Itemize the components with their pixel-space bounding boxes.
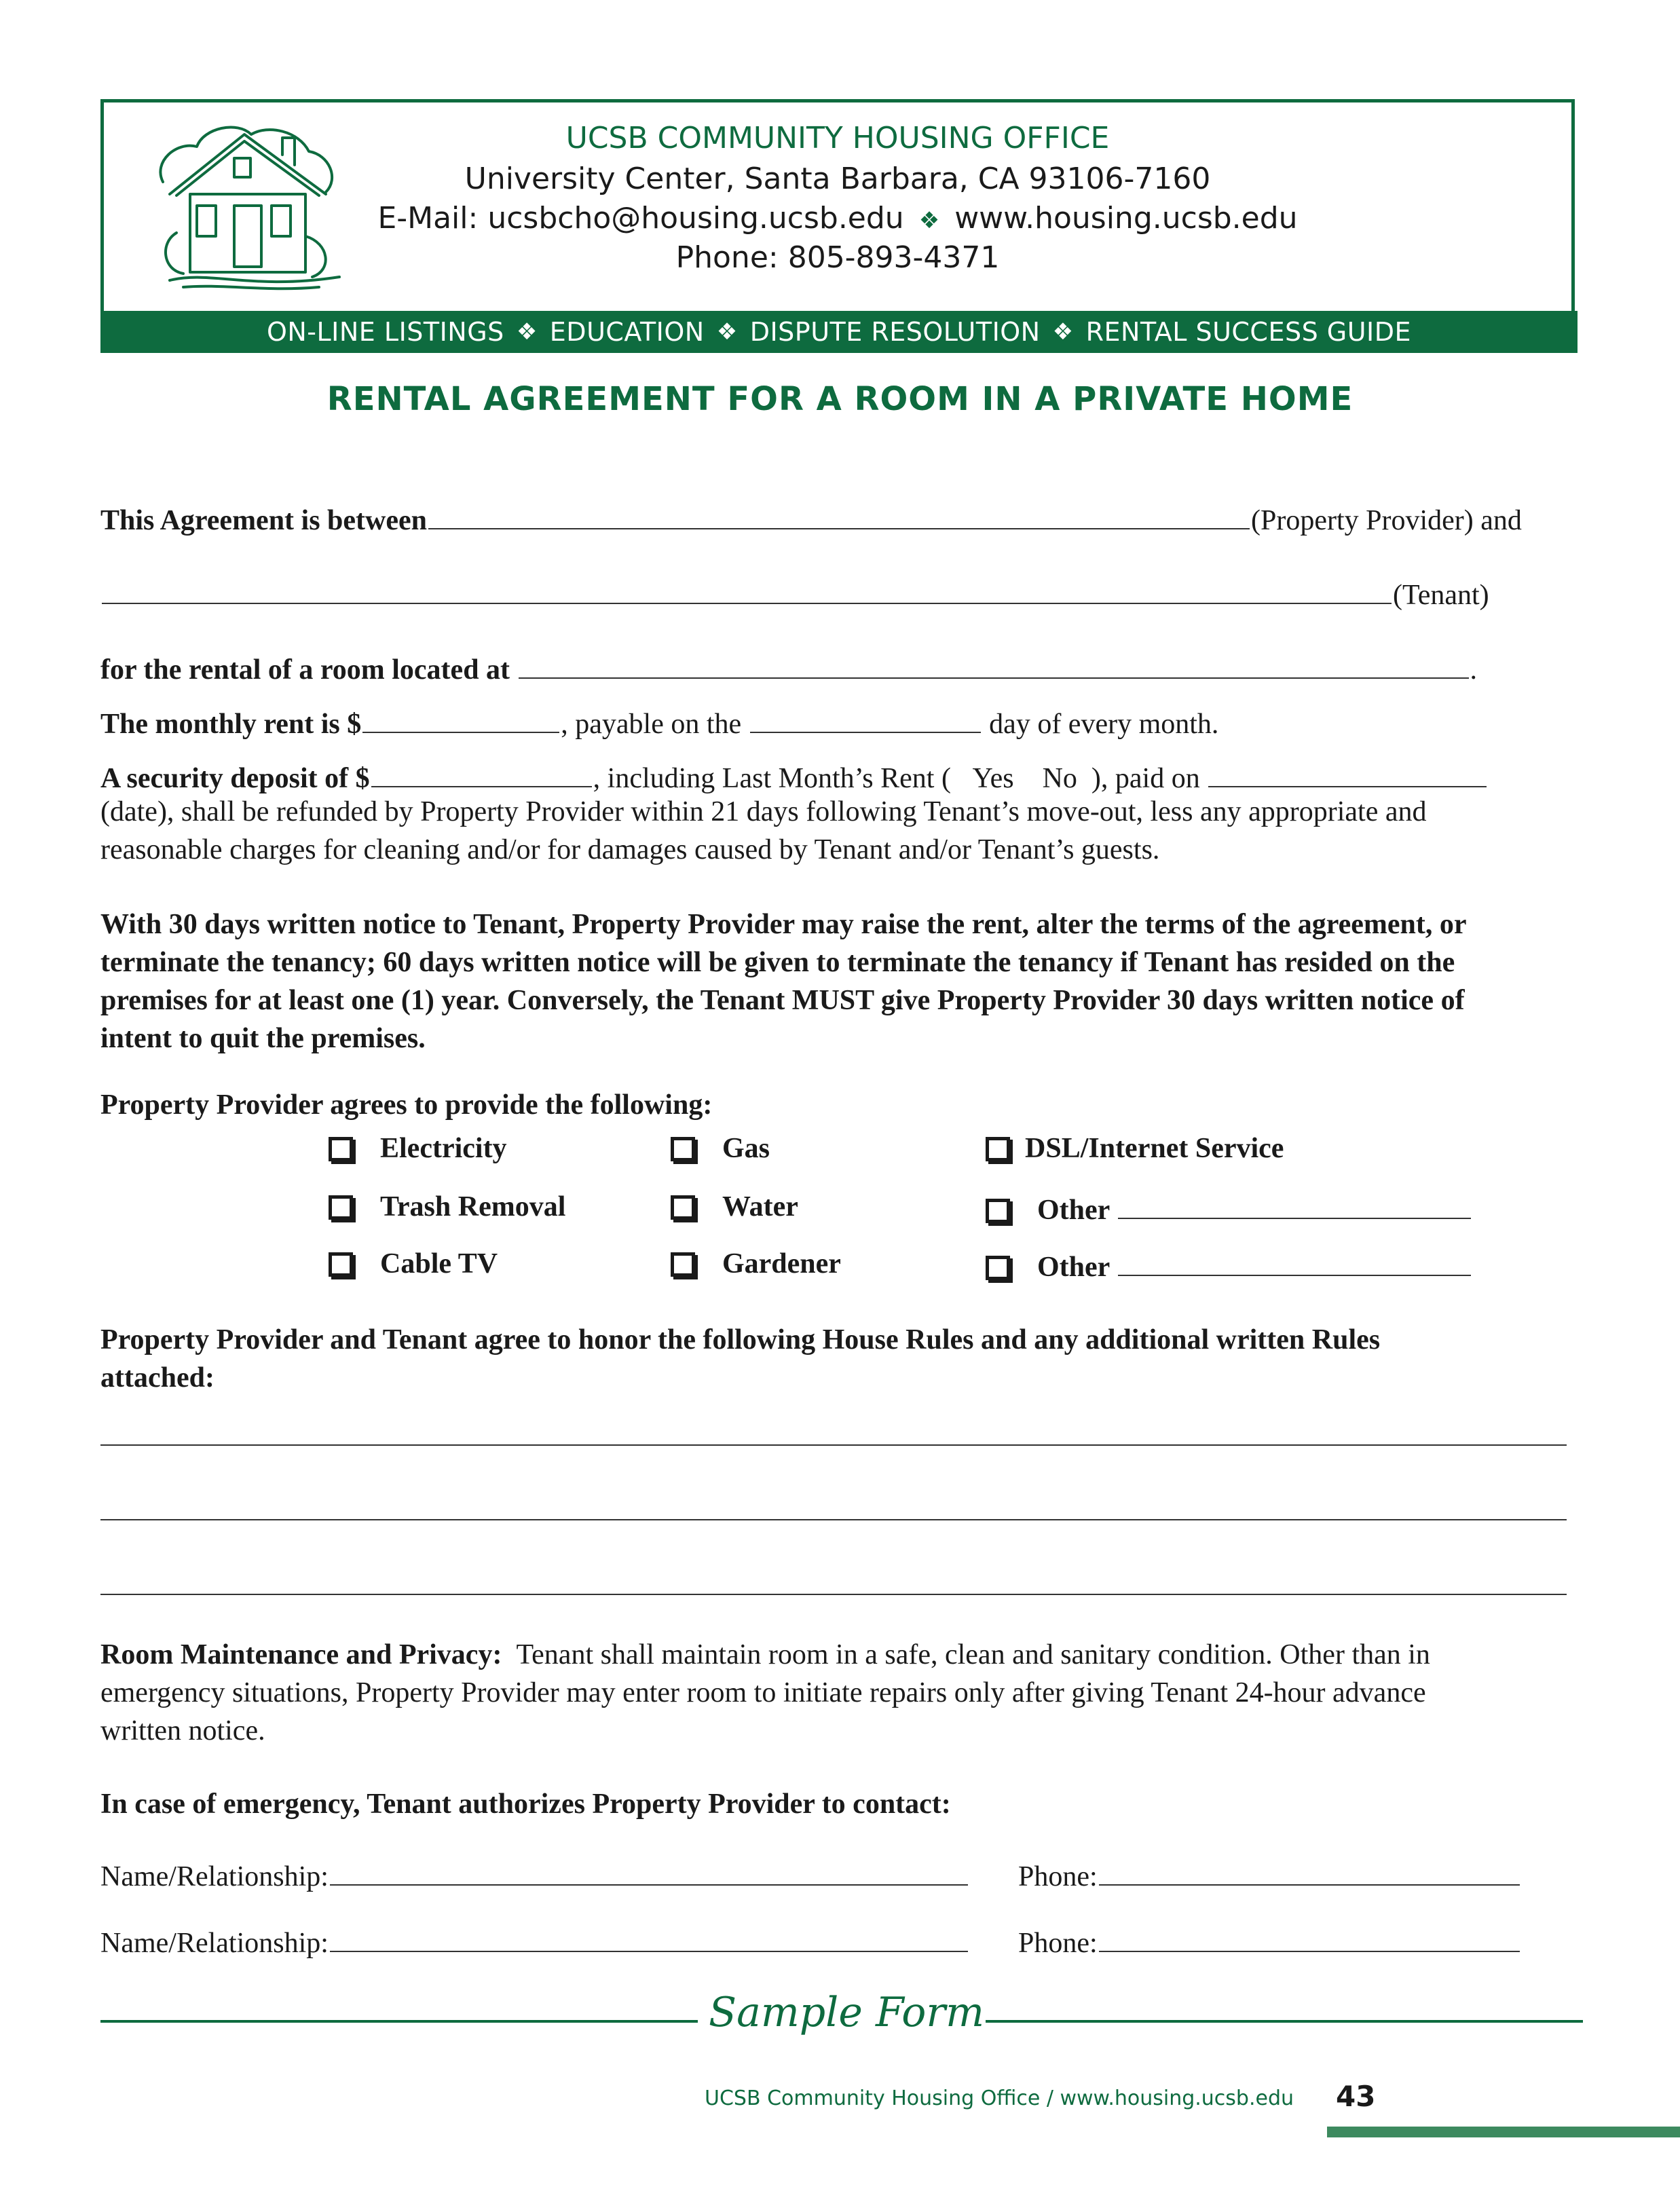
emergency-contact-2 <box>100 1924 969 1960</box>
notice-line-4: intent to quit the premises. <box>100 1023 426 1054</box>
org-address: University Center, Santa Barbara, CA 93106-7160 <box>464 162 1211 196</box>
emergency-phone-2 <box>1018 1924 1521 1960</box>
tenant-line <box>100 576 1489 612</box>
maintenance-text-1: Tenant shall maintain room in a safe, clean and sanitary condition. Other than in <box>516 1639 1430 1670</box>
rent-day-field[interactable] <box>750 705 981 733</box>
deposit-line-2: (date), shall be refunded by Property Provider within 21 days following Tenant’s move-out, less any appropriate and <box>100 796 1427 827</box>
checkbox-label: Gardener <box>722 1248 841 1279</box>
page-number: 43 <box>1336 2080 1376 2113</box>
room-line <box>100 650 1477 686</box>
checkbox-icon[interactable] <box>329 1252 353 1277</box>
emergency-contact-1 <box>100 1857 969 1893</box>
service-guide: RENTAL SUCCESS GUIDE <box>1085 317 1412 347</box>
footer-office: UCSB Community Housing Office / www.housing.ucsb.edu <box>705 2087 1294 2110</box>
room-address-field[interactable] <box>519 650 1469 679</box>
footer-rule-left <box>100 2020 698 2023</box>
rules-field-1[interactable] <box>100 1444 1567 1446</box>
provider-name-field[interactable] <box>428 501 1250 529</box>
diamond-icon: ❖ <box>716 318 738 345</box>
service-listings: ON-LINE LISTINGS <box>266 317 504 347</box>
diamond-icon: ❖ <box>516 318 538 345</box>
deposit-yes-option[interactable]: Yes <box>972 763 1014 794</box>
room-end: . <box>1470 654 1478 686</box>
tenant-suffix: (Tenant) <box>1393 580 1489 611</box>
tenant-name-field[interactable] <box>102 576 1392 604</box>
checkbox-other-2[interactable] <box>986 1248 1472 1284</box>
org-contact <box>100 201 1575 236</box>
page-bar <box>1327 2127 1680 2137</box>
rent-mid: , payable on the <box>561 709 742 740</box>
checkbox-icon[interactable] <box>329 1195 353 1220</box>
rent-label: The monthly rent is $ <box>100 709 362 740</box>
checkbox-other-1[interactable] <box>986 1191 1472 1227</box>
phone-label: Phone: <box>1018 1861 1098 1892</box>
checkbox-icon[interactable] <box>986 1256 1010 1280</box>
deposit-line <box>100 759 1488 795</box>
checkbox-icon[interactable] <box>671 1195 695 1220</box>
checkbox-gas[interactable] <box>671 1132 770 1165</box>
deposit-label: A security deposit of $ <box>100 763 370 794</box>
service-education: EDUCATION <box>549 317 705 347</box>
notice-line-1: With 30 days written notice to Tenant, Property Provider may raise the rent, alter the terms of the agreement, or <box>100 909 1467 940</box>
checkbox-icon[interactable] <box>986 1199 1010 1223</box>
maintenance-heading: Room Maintenance and Privacy: <box>100 1639 502 1670</box>
checkbox-label: Cable TV <box>380 1248 498 1279</box>
notice-line-3: premises for at least one (1) year. Conversely, the Tenant MUST give Property Provider 30 days written notice of <box>100 985 1465 1016</box>
diamond-icon: ❖ <box>1052 318 1074 345</box>
checkbox-label: Water <box>722 1191 798 1222</box>
diamond-icon: ❖ <box>918 207 940 234</box>
org-name: UCSB COMMUNITY HOUSING OFFICE <box>565 121 1110 155</box>
website-link[interactable]: www.housing.ucsb.edu <box>954 201 1298 236</box>
checkbox-cable[interactable] <box>329 1248 498 1280</box>
checkbox-label: DSL/Internet Service <box>1025 1133 1284 1164</box>
sample-form-label: Sample Form <box>709 1989 984 2036</box>
rules-field-3[interactable] <box>100 1594 1567 1595</box>
email-text: E-Mail: ucsbcho@housing.ucsb.edu <box>377 201 904 236</box>
rent-line <box>100 705 1218 741</box>
deposit-paid: ), paid on <box>1091 763 1200 794</box>
between-line <box>100 501 1522 537</box>
rules-line-1: Property Provider and Tenant agree to honor the following House Rules and any additional written Rules <box>100 1324 1381 1355</box>
name-field-1[interactable] <box>330 1857 968 1886</box>
utilities-heading: Property Provider agrees to provide the following: <box>100 1089 713 1121</box>
checkbox-label: Other <box>1037 1252 1110 1283</box>
org-phone: Phone: 805-893-4371 <box>675 240 1000 275</box>
notice-line-2: terminate the tenancy; 60 days written notice will be given to terminate the tenancy if Tenant has resided on the <box>100 947 1455 978</box>
checkbox-label: Electricity <box>380 1133 507 1164</box>
room-label: for the rental of a room located at <box>100 654 510 686</box>
rules-line-2: attached: <box>100 1362 214 1393</box>
maintenance-line-1 <box>100 1636 1430 1674</box>
emergency-heading: In case of emergency, Tenant authorizes Property Provider to contact: <box>100 1789 951 1820</box>
maintenance-line-2: emergency situations, Property Provider may enter room to initiate repairs only after giving Tenant 24-hour advance <box>100 1677 1426 1708</box>
name-label: Name/Relationship: <box>100 1928 329 1959</box>
form-title: RENTAL AGREEMENT FOR A ROOM IN A PRIVATE HOME <box>326 380 1354 418</box>
provider-suffix: (Property Provider) and <box>1251 505 1522 536</box>
checkbox-icon[interactable] <box>671 1252 695 1277</box>
checkbox-label: Trash Removal <box>380 1191 566 1222</box>
footer-rule-right <box>986 2020 1583 2023</box>
rent-amount-field[interactable] <box>362 705 559 733</box>
name-field-2[interactable] <box>330 1924 968 1952</box>
checkbox-internet[interactable] <box>986 1132 1284 1165</box>
between-label: This Agreement is between <box>100 505 428 536</box>
checkbox-icon[interactable] <box>329 1137 353 1161</box>
deposit-mid: , including Last Month’s Rent ( <box>593 763 951 794</box>
checkbox-gardener[interactable] <box>671 1248 841 1280</box>
other-field-2[interactable] <box>1118 1248 1471 1276</box>
checkbox-electricity[interactable] <box>329 1132 507 1165</box>
phone-label: Phone: <box>1018 1928 1098 1959</box>
deposit-line-3: reasonable charges for cleaning and/or for damages caused by Tenant and/or Tenant’s guests. <box>100 834 1160 865</box>
checkbox-icon[interactable] <box>671 1137 695 1161</box>
other-field-1[interactable] <box>1118 1191 1471 1219</box>
maintenance-line-3: written notice. <box>100 1715 265 1746</box>
services-band <box>100 311 1578 353</box>
rent-end: day of every month. <box>989 709 1219 740</box>
checkbox-label: Other <box>1037 1195 1110 1226</box>
name-label: Name/Relationship: <box>100 1861 329 1892</box>
rules-field-2[interactable] <box>100 1519 1567 1520</box>
deposit-amount-field[interactable] <box>371 759 592 787</box>
service-dispute: DISPUTE RESOLUTION <box>749 317 1041 347</box>
checkbox-icon[interactable] <box>986 1137 1010 1161</box>
checkbox-trash[interactable] <box>329 1191 565 1223</box>
deposit-no-option[interactable]: No <box>1042 763 1077 794</box>
phone-field-2[interactable] <box>1099 1924 1520 1952</box>
checkbox-water[interactable] <box>671 1191 798 1223</box>
deposit-date-field[interactable] <box>1208 759 1487 787</box>
phone-field-1[interactable] <box>1099 1857 1520 1886</box>
checkbox-label: Gas <box>722 1133 770 1164</box>
emergency-phone-1 <box>1018 1857 1521 1893</box>
